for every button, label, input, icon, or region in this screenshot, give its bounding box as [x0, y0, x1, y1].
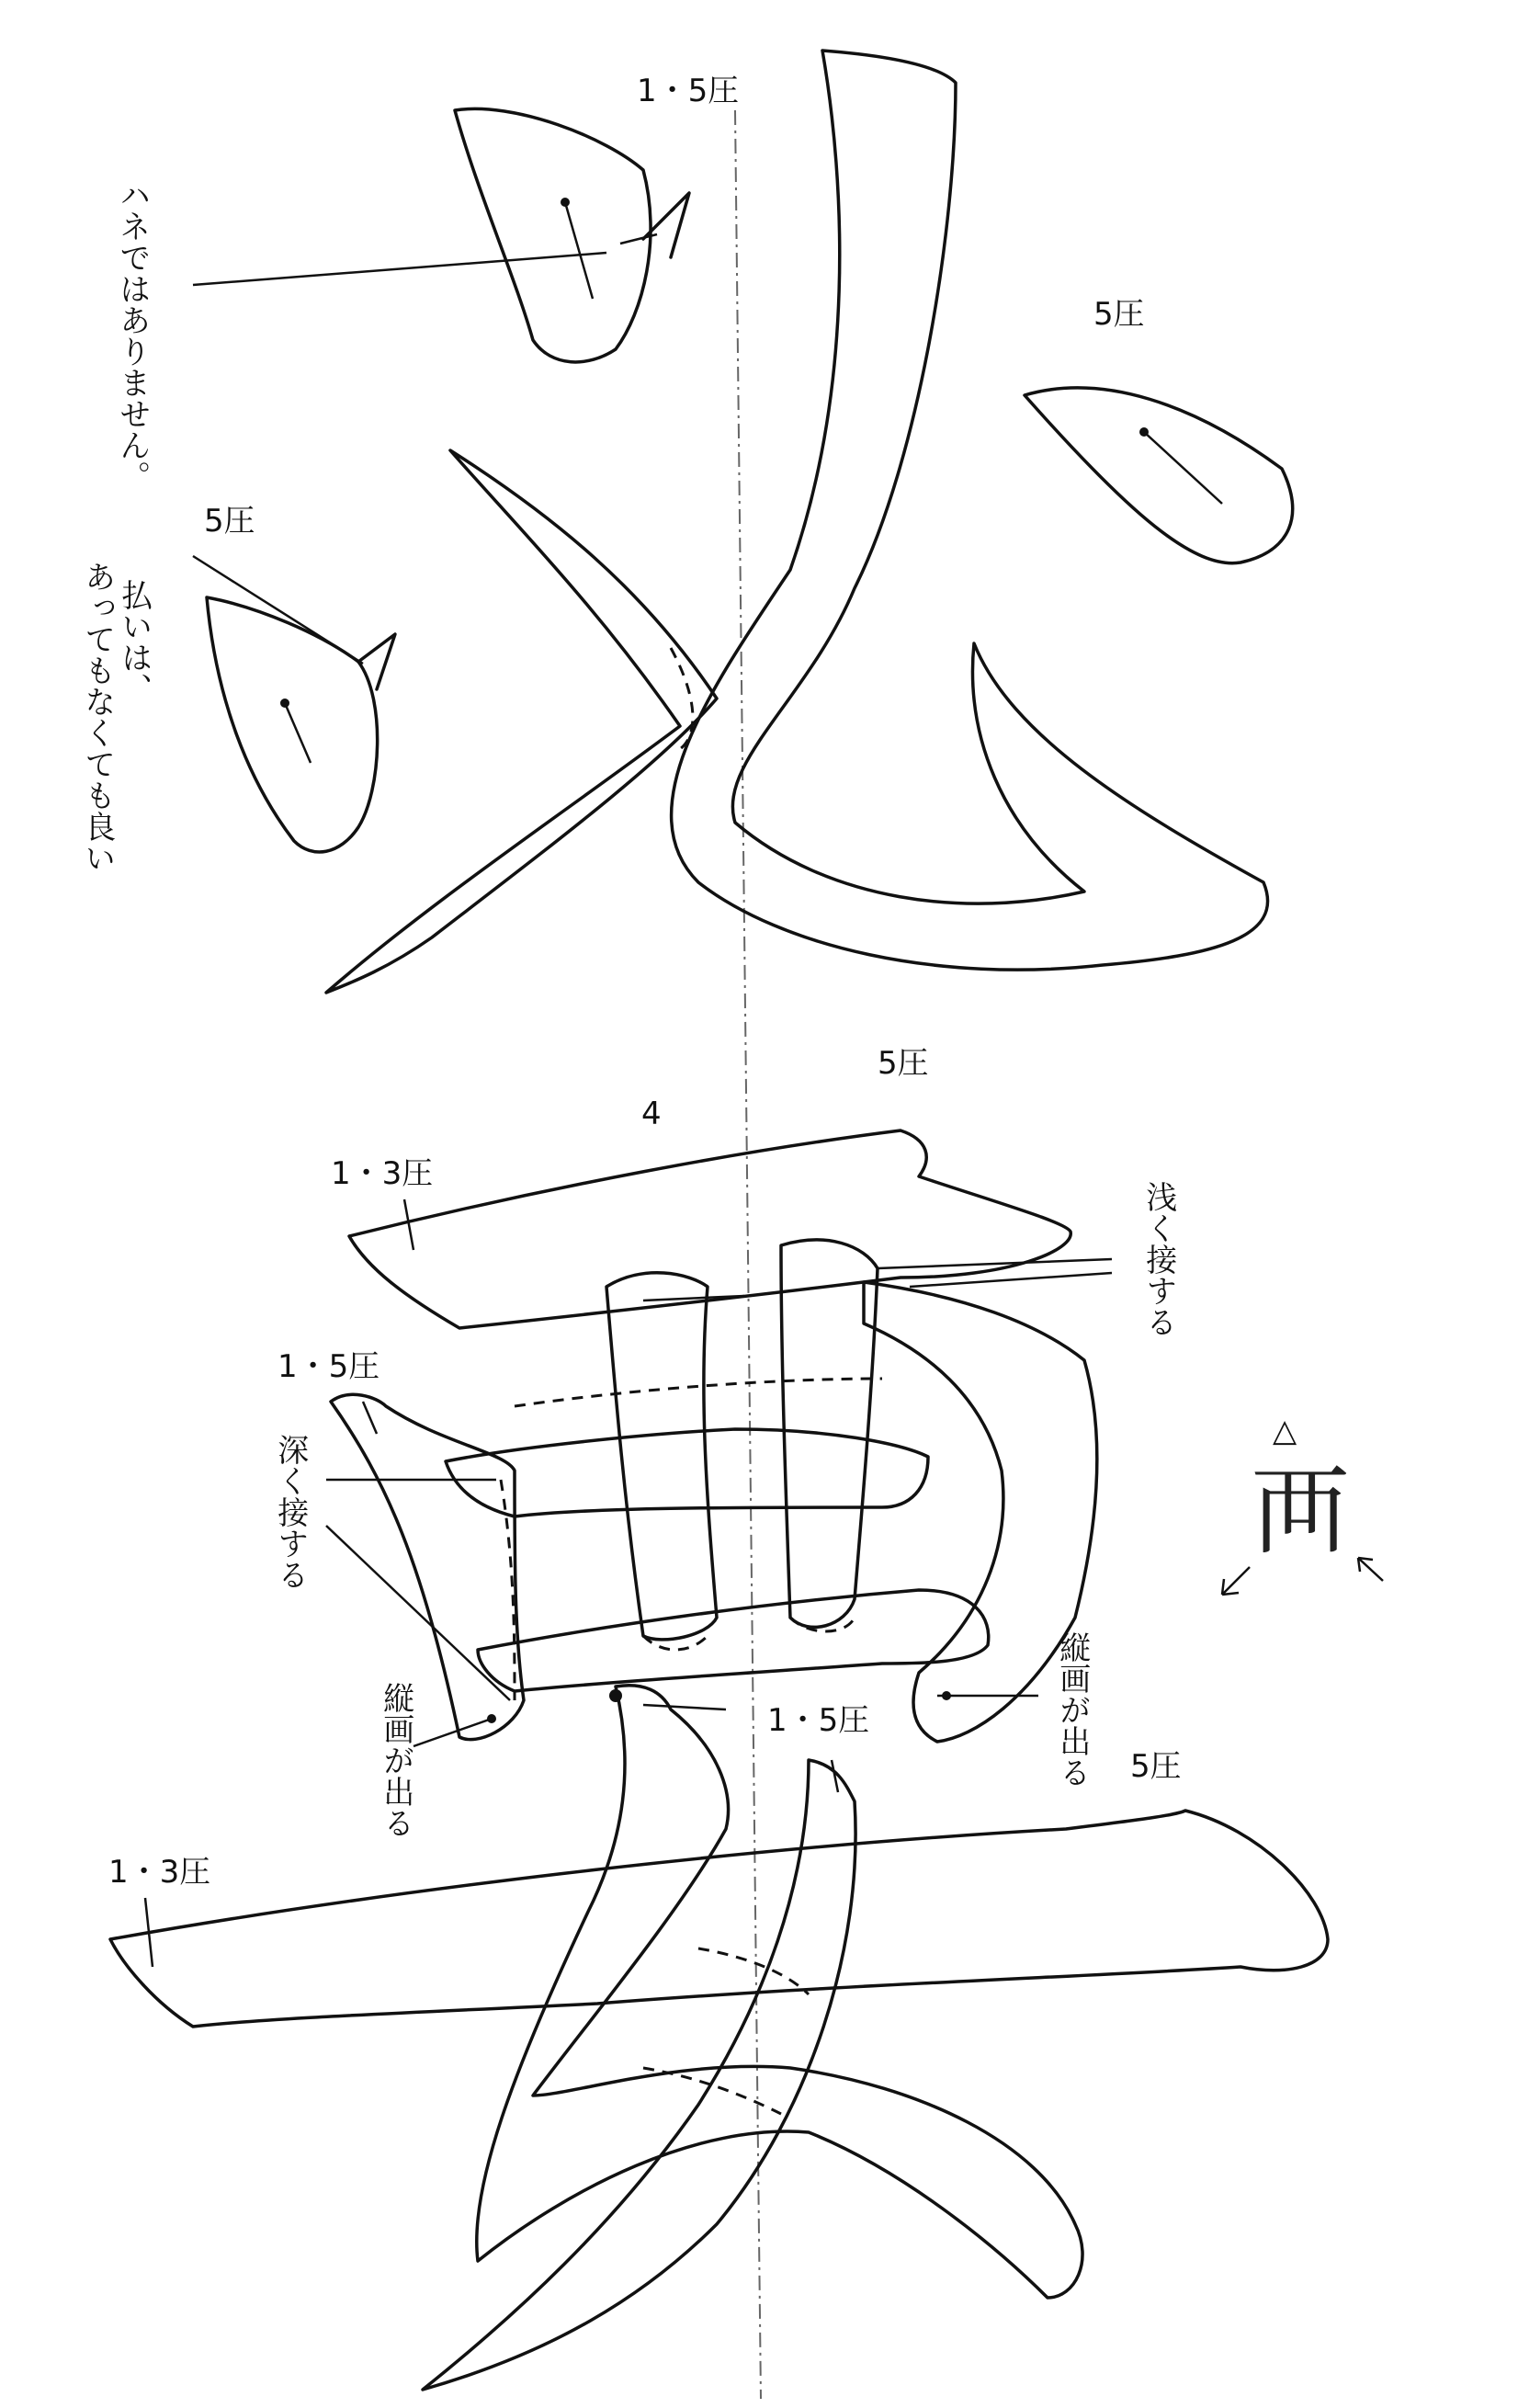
bi-left-dot-stroke [207, 597, 378, 852]
bi-right-dot-stroke [1025, 388, 1293, 563]
triangle-mark: △ [1273, 1413, 1297, 1449]
left-dot-pressure-label: 5圧 [204, 503, 255, 540]
bottom-right-pressure-label: 5圧 [1130, 1748, 1182, 1785]
reference-character: 襾 [1250, 1453, 1351, 1571]
yo-inner-vertical-1 [606, 1273, 717, 1640]
yo-left-vertical-stroke [331, 1394, 524, 1739]
yo-inner-horizontal-1 [446, 1429, 928, 1516]
top-right-pressure-label: 5圧 [878, 1045, 929, 1082]
bottom-left-pressure-label: 1・3圧 [108, 1854, 211, 1891]
yo-woman-right-diagonal [423, 1760, 855, 2390]
number-4-label: 4 [641, 1096, 662, 1132]
harai-note-2: あってもなくても良い [78, 561, 116, 873]
bi-main-curve-stroke [672, 51, 1268, 970]
right-dot-pressure-label: 5圧 [1093, 296, 1145, 333]
vert-shows-right-note: 縦画が出る [1053, 1631, 1091, 1788]
deep-contact-note: 深く接する [271, 1434, 309, 1590]
shallow-contact-note: 浅く接する [1139, 1181, 1177, 1337]
yo-bottom-box-horizontal [478, 1590, 989, 1691]
top-pressure-label: 1・5圧 [637, 73, 740, 109]
left-vertical-pressure-label: 1・5圧 [278, 1348, 380, 1385]
bi-left-sweep-stroke [326, 450, 717, 993]
mid-pressure-label: 1・5圧 [767, 1702, 870, 1739]
vert-shows-left-note: 縦画が出る [377, 1682, 414, 1838]
bi-top-dot-stroke [455, 108, 651, 361]
top-left-pressure-label: 1・3圧 [331, 1155, 434, 1192]
hane-note: ハネではありません。 [113, 179, 151, 492]
bi-left-dot-tip [358, 634, 395, 689]
center-guide-line [735, 110, 761, 2399]
harai-note-1: 払いは、 [115, 579, 153, 704]
